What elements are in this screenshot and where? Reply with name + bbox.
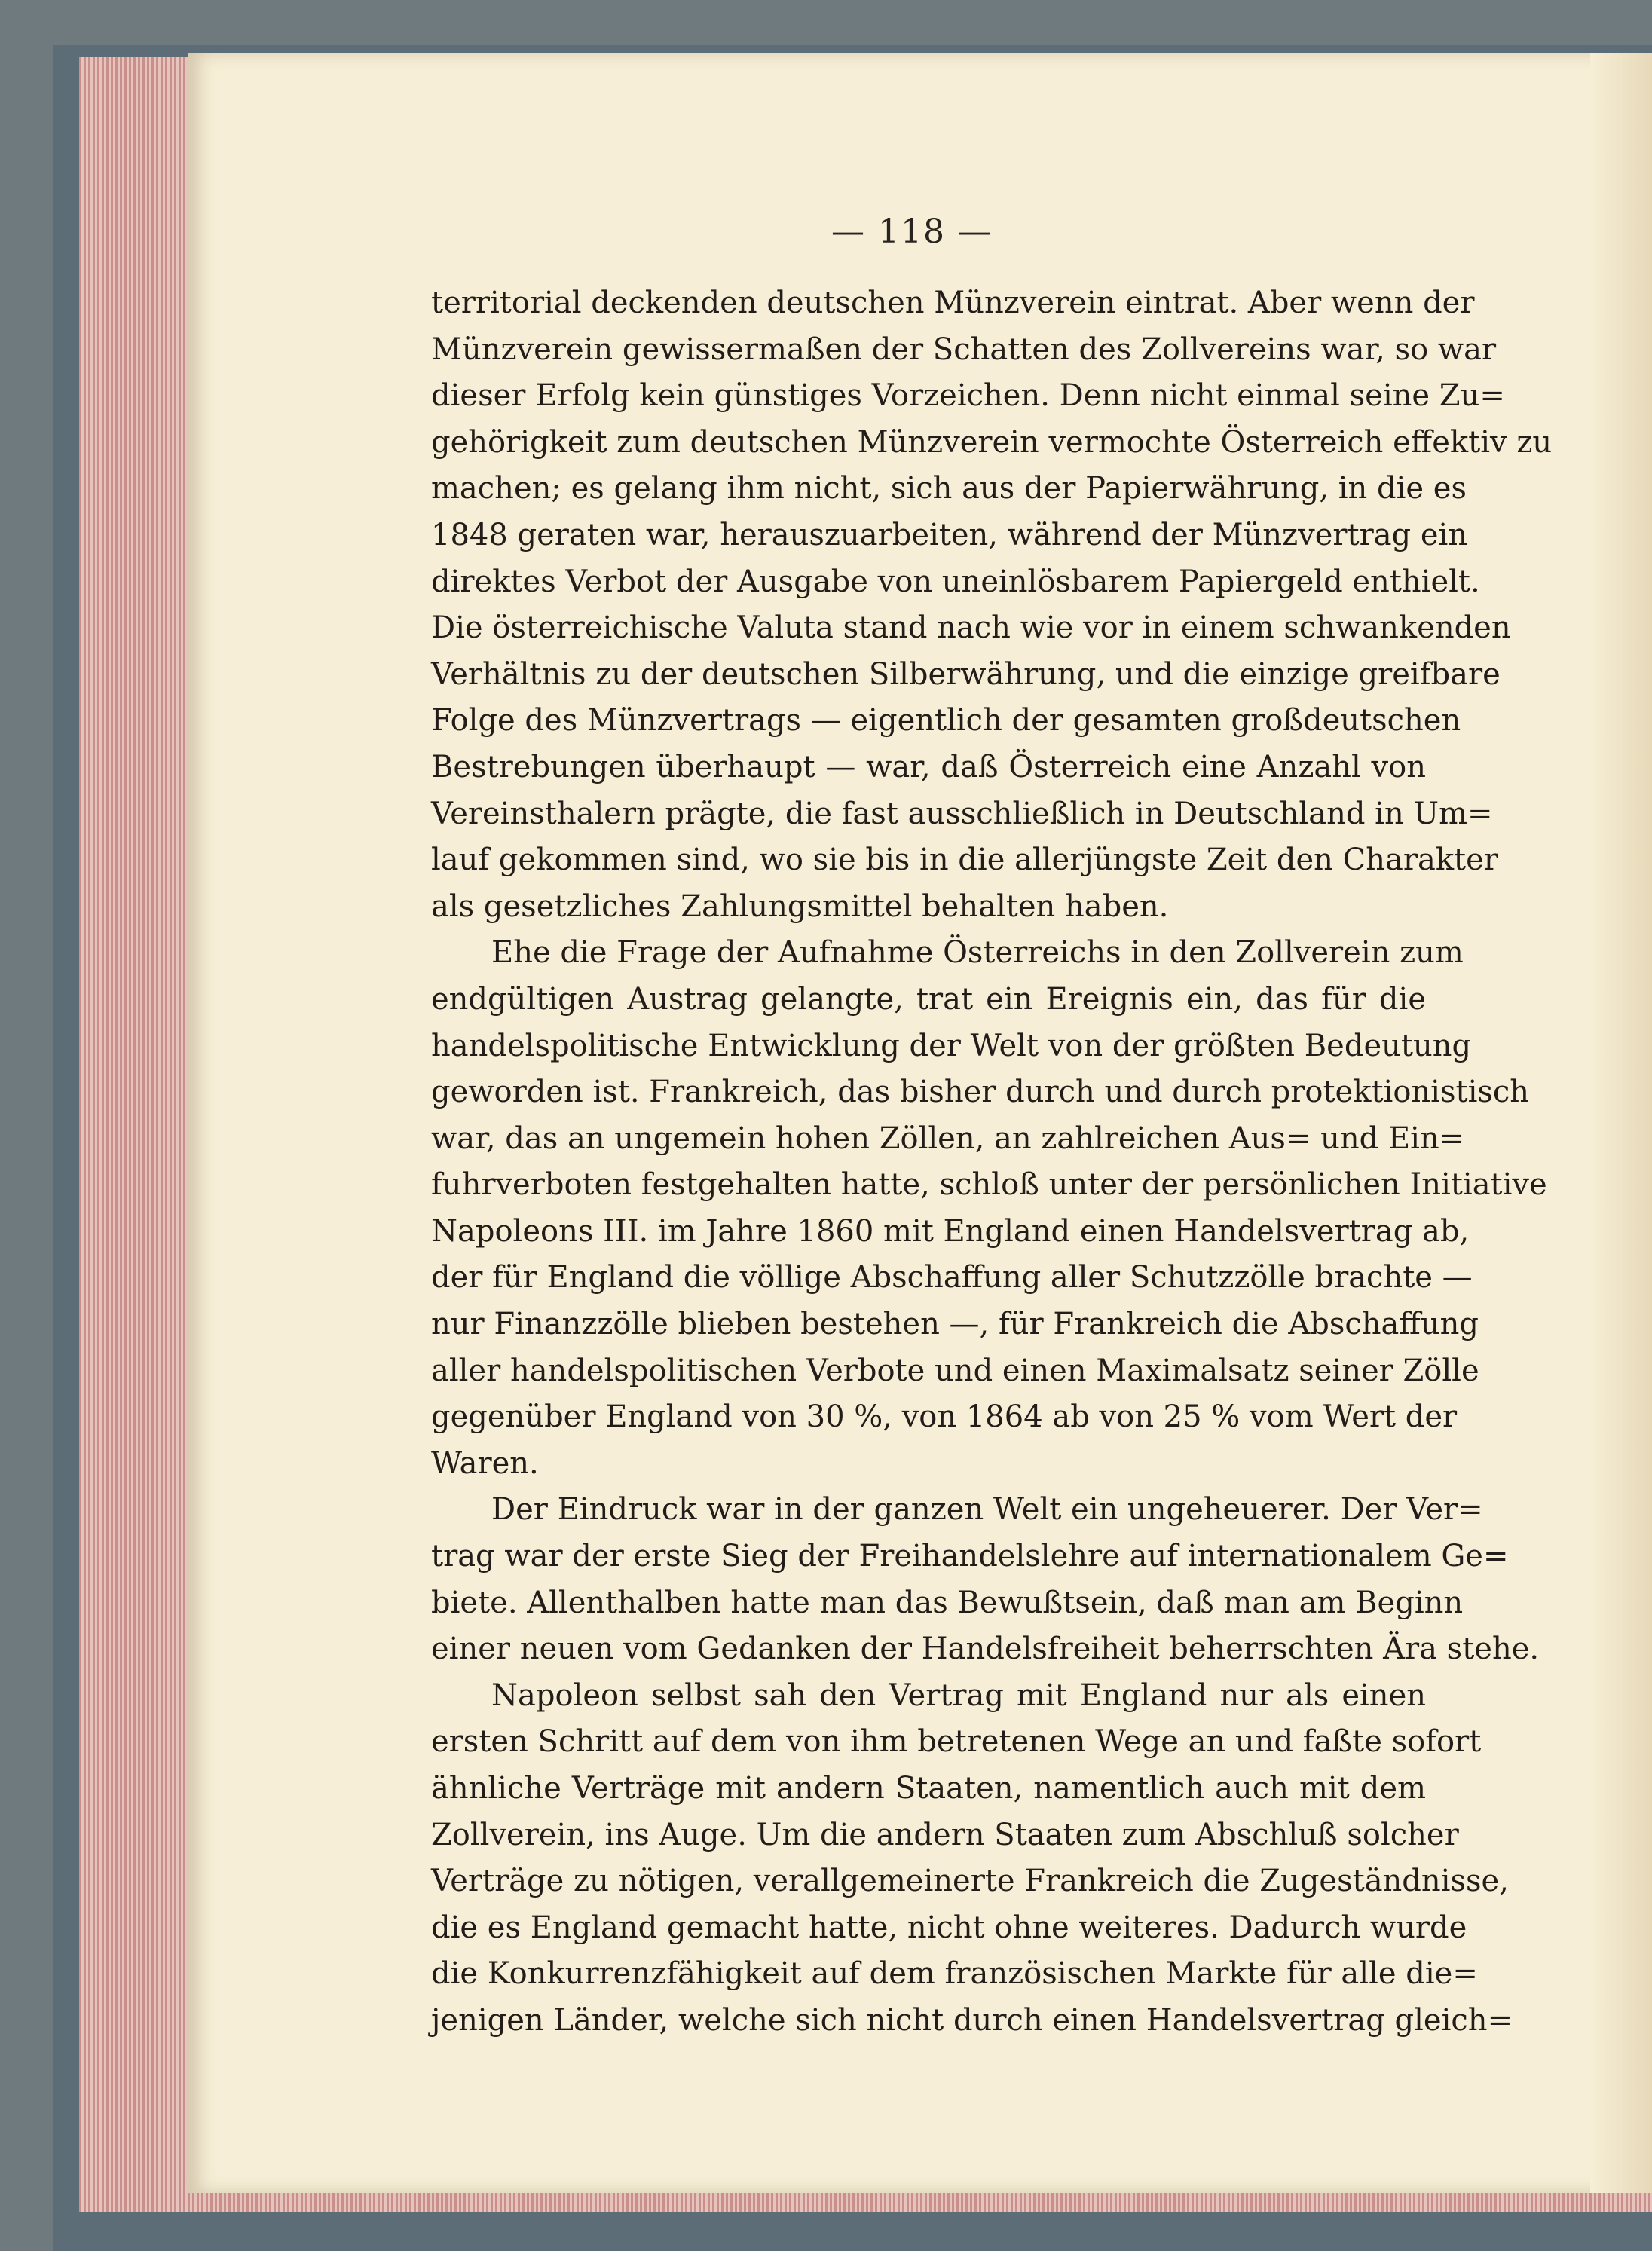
page-gutter <box>1590 53 1652 2193</box>
text-line: Verhältnis zu der deutschen Silberwährung, und die einzige greifbare <box>431 656 1501 692</box>
text-line: Vereinsthalern prägte, die fast ausschließlich in Deutschland in Um= <box>431 796 1493 831</box>
text-line: nur Finanzzölle blieben bestehen —, für Frankreich die Abschaffung <box>431 1307 1479 1342</box>
text-line: Verträge zu nötigen, verallgemeinerte Frankreich die Zugeständnisse, <box>431 1864 1509 1899</box>
text-line: biete. Allenthalben hatte man das Bewußtsein, daß man am Beginn <box>431 1585 1464 1620</box>
text-line: ersten Schritt auf dem von ihm betretenen Wege an und faßte sofort <box>431 1724 1482 1760</box>
text-line: dieser Erfolg kein günstiges Vorzeichen. Denn nicht einmal seine Zu= <box>431 378 1505 414</box>
text-line: lauf gekommen sind, wo sie bis in die allerjüngste Zeit den Charakter <box>431 843 1498 878</box>
text-line: machen; es gelang ihm nicht, sich aus der Papierwährung, in die es <box>431 471 1467 506</box>
text-line: Waren. <box>431 1445 539 1481</box>
text-line: handelspolitische Entwicklung der Welt von der größten Bedeutung <box>431 1028 1472 1063</box>
text-line: Der Eindruck war in der ganzen Welt ein ungeheuerer. Der Ver= <box>491 1492 1483 1528</box>
text-line: direktes Verbot der Ausgabe von uneinlösbarem Papiergeld enthielt. <box>431 564 1480 599</box>
text-line: aller handelspolitischen Verbote und einen Maximalsatz seiner Zölle <box>431 1353 1479 1388</box>
text-line: die Konkurrenzfähigkeit auf dem französischen Markte für alle die= <box>431 1956 1478 1992</box>
text-line: Folge des Münzvertrags — eigentlich der gesamten großdeutschen <box>431 703 1461 739</box>
page-number: — 118 — <box>831 213 993 251</box>
text-line: Napoleon selbst sah den Vertrag mit England nur als einen <box>491 1678 1426 1713</box>
text-line: 1848 geraten war, herauszuarbeiten, während der Münzvertrag ein <box>431 517 1468 552</box>
text-line: Münzverein gewissermaßen der Schatten des Zollvereins war, so war <box>431 332 1497 367</box>
text-line: territorial deckenden deutschen Münzverein eintrat. Aber wenn der <box>431 286 1475 320</box>
text-line: fuhrverboten festgehalten hatte, schloß unter der persönlichen Initiative <box>431 1167 1547 1203</box>
text-line: Die österreichische Valuta stand nach wie vor in einem schwankenden <box>431 610 1511 646</box>
text-line: gegenüber England von 30 %, von 1864 ab von 25 % vom Wert der <box>431 1399 1458 1435</box>
text-line: war, das an ungemein hohen Zöllen, an zahlreichen Aus= und Ein= <box>431 1121 1465 1156</box>
text-line: geworden ist. Frankreich, das bisher durch und durch protektionistisch <box>431 1075 1530 1110</box>
text-line: die es England gemacht hatte, nicht ohne weiteres. Dadurch wurde <box>431 1910 1467 1945</box>
text-line: Napoleons III. im Jahre 1860 mit England einen Handelsvertrag ab, <box>431 1213 1470 1249</box>
text-line: der für England die völlige Abschaffung aller Schutzzölle brachte — <box>431 1260 1473 1295</box>
text-line: Ehe die Frage der Aufnahme Österreichs in den Zollverein zum <box>491 935 1464 971</box>
text-line: gehörigkeit zum deutschen Münzverein vermochte Österreich effektiv zu <box>431 424 1553 460</box>
text-line: als gesetzliches Zahlungsmittel behalten haben. <box>431 888 1169 924</box>
text-line: jenigen Länder, welche sich nicht durch einen Handelsvertrag gleich= <box>431 2002 1513 2038</box>
text-line: Zollverein, ins Auge. Um die andern Staaten zum Abschluß solcher <box>431 1817 1459 1852</box>
text-line: einer neuen vom Gedanken der Handelsfreiheit beherrschten Ära stehe. <box>431 1632 1540 1667</box>
text-line: ähnliche Verträge mit andern Staaten, namentlich auch mit dem <box>431 1771 1426 1806</box>
text-line: trag war der erste Sieg der Freihandelslehre auf internationalem Ge= <box>431 1539 1509 1574</box>
text-line: Bestrebungen überhaupt — war, daß Österreich eine Anzahl von <box>431 749 1426 784</box>
text-block <box>431 280 1553 2045</box>
text-line: endgültigen Austrag gelangte, trat ein Ereignis ein, das für die <box>431 981 1426 1017</box>
